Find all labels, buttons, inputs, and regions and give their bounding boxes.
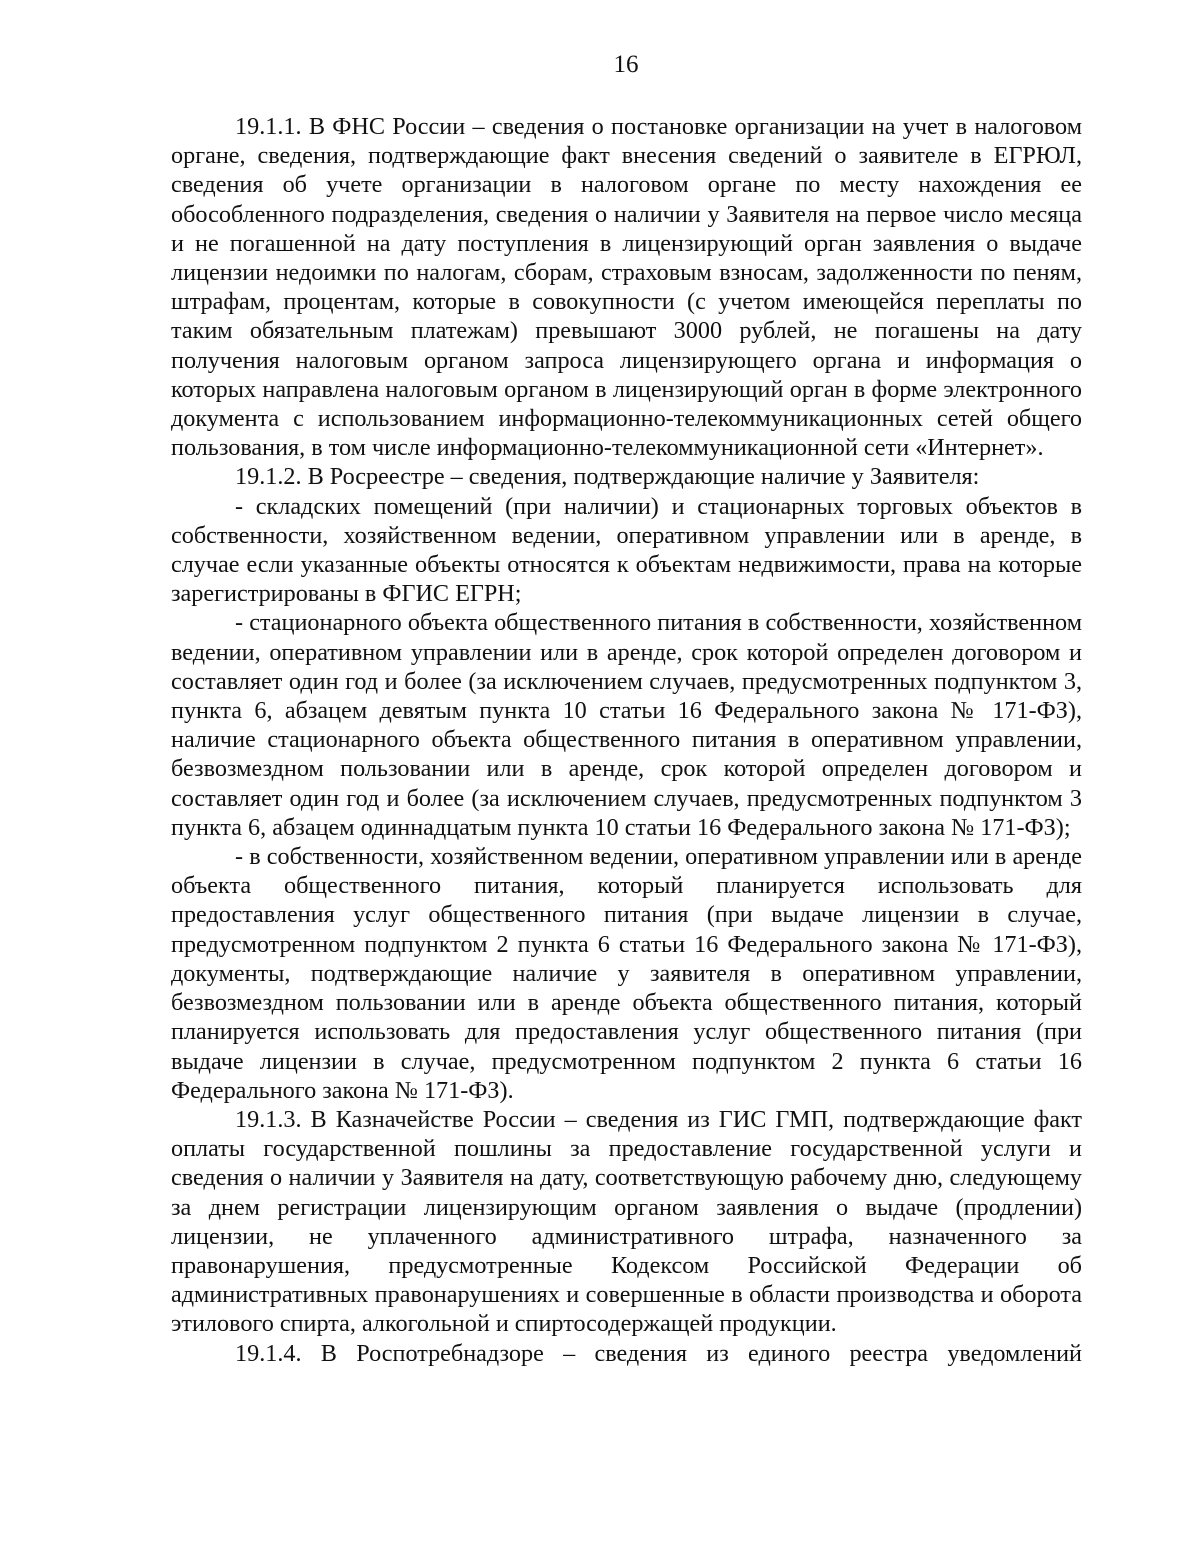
paragraph-catering-planned: - в собственности, хозяйственном ведении, оперативном управлении или в аренде объекта общественного питания, который планируется использовать для предоставления услуг общественного питания (при выдаче лицензии в случае, предусмотренном подпунктом 2 пункта 6 статьи 16 Федерального закона № 171-ФЗ), документы, подтверждающие наличие у заявителя в оперативном управлении, безвозмездном пользовании или в аренде объекта общественного питания, который планируется использовать для предоставления услуг общественного питания (при выдаче лицензии в случае, предусмотренном подпунктом 2 пункта 6 статьи 16 Федерального закона № 171-ФЗ). <box>171 843 1082 1104</box>
page-number: 16 <box>613 51 639 78</box>
paragraph-19-1-2: 19.1.2. В Росреестре – сведения, подтверждающие наличие у Заявителя: <box>235 463 980 491</box>
document-body <box>171 112 1082 1368</box>
paragraph-19-1-3: 19.1.3. В Казначействе России – сведения из ГИС ГМП, подтверждающие факт оплаты государственной пошлины за предоставление государственной услуги и сведения о наличии у Заявителя на дату, соответствующую рабочему дню, следующему за днем регистрации лицензирующим органом заявления о выдаче (продлении) лицензии, не уплаченного административного штрафа, назначенного за правонарушения, предусмотренные Кодексом Российской Федерации об административных правонарушениях и совершенные в области производства и оборота этилового спирта, алкогольной и спиртосодержащей продукции. <box>171 1105 1082 1338</box>
paragraph-catering-stationary: - стационарного объекта общественного питания в собственности, хозяйственном ведении, оперативном управлении или в аренде, срок которой определен договором и составляет один год и более (за исключением случаев, предусмотренных подпунктом 3, пункта 6, абзацем девятым пункта 10 статьи 16 Федерального закона № 171-ФЗ), наличие стационарного объекта общественного питания в оперативном управлении, безвозмездном пользовании или в аренде, срок которой определен договором и составляет один год и более (за исключением случаев, предусмотренных подпунктом 3 пункта 6, абзацем одиннадцатым пункта 10 статьи 16 Федерального закона № 171-ФЗ); <box>171 609 1082 841</box>
paragraph-19-1-4: 19.1.4. В Роспотребнадзоре – сведения из единого реестра уведомлений <box>235 1339 1082 1367</box>
paragraph-19-1-1: 19.1.1. В ФНС России – сведения о постановке организации на учет в налоговом органе, сведения, подтверждающие факт внесения сведений о заявителе в ЕГРЮЛ, сведения об учете организации в налоговом органе по месту нахождения ее обособленного подразделения, сведения о наличии у Заявителя на первое число месяца и не погашенной на дату поступления в лицензирующий орган заявления о выдаче лицензии недоимки по налогам, сборам, страховым взносам, задолженности по пеням, штрафам, процентам, которые в совокупности (с учетом имеющейся переплаты по таким обязательным платежам) превышают 3000 рублей, не погашены на дату получения налоговым органом запроса лицензирующего органа и информация о которых направлена налоговым органом в лицензирующий орган в форме электронного документа с использованием информационно-телекоммуникационных сетей общего пользования, в том числе информационно-телекоммуникационной сети «Интернет». <box>171 113 1082 462</box>
paragraph-warehouses: - складских помещений (при наличии) и стационарных торговых объектов в собственности, хозяйственном ведении, оперативном управлении или в аренде, в случае если указанные объекты относятся к объектам недвижимости, права на которые зарегистрированы в ФГИС ЕГРН; <box>171 492 1082 608</box>
